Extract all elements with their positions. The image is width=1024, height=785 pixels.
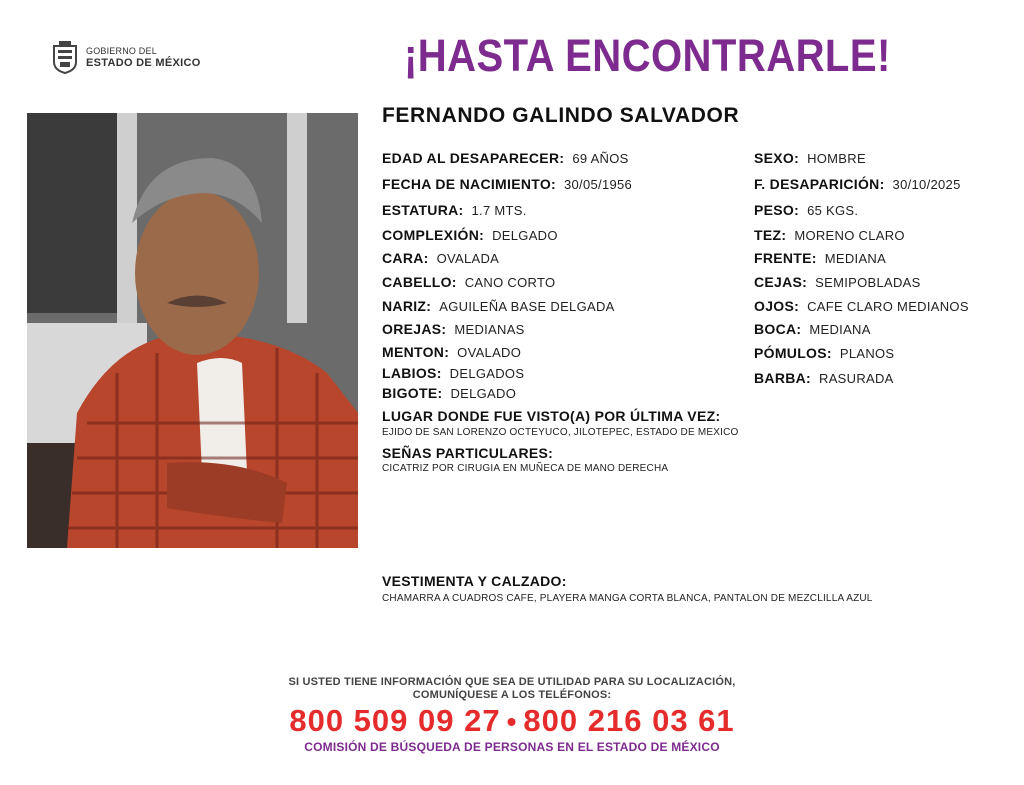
last-seen-heading: LUGAR DONDE FUE VISTO(A) POR ÚLTIMA VEZ: [382, 408, 721, 424]
field-value: 30/05/1956 [564, 177, 633, 192]
state-seal-icon [50, 40, 80, 74]
field-label: F. DESAPARICIÓN: [754, 176, 885, 192]
field-value: OVALADO [457, 345, 522, 360]
field-label: TEZ: [754, 227, 787, 243]
headline: ¡HASTA ENCONTRARLE! [404, 30, 891, 81]
field-label: CEJAS: [754, 274, 808, 290]
field-label: PÓMULOS: [754, 345, 832, 361]
field-estatura [382, 202, 527, 218]
field-value: DELGADO [450, 386, 517, 401]
field-label: COMPLEXIÓN: [382, 227, 485, 243]
field-bigote [382, 385, 516, 401]
field-value: PLANOS [839, 346, 895, 361]
field-cabello [382, 274, 555, 290]
field-value: MEDIANA [809, 322, 871, 337]
field-label: LABIOS: [382, 365, 442, 381]
logo-line-1: GOBIERNO DEL [86, 46, 157, 56]
last-seen-text: EJIDO DE SAN LORENZO OCTEYUCO, JILOTEPEC, ESTADO DE MEXICO [382, 427, 739, 438]
contact-info-line-2: COMUNÍQUESE A LOS TELÉFONOS: [412, 689, 612, 701]
field-label: BIGOTE: [382, 385, 443, 401]
field-label: EDAD AL DESAPARECER: [382, 150, 565, 166]
field-ojos [754, 298, 969, 314]
field-value: AGUILEÑA BASE DELGADA [439, 299, 615, 314]
clothing-text: CHAMARRA A CUADROS CAFE, PLAYERA MANGA CORTA BLANCA, PANTALON DE MEZCLILLA AZUL [382, 593, 873, 604]
field-label: CARA: [382, 250, 429, 266]
field-nariz [382, 298, 615, 314]
field-tez [754, 227, 905, 243]
field-value: CANO CORTO [464, 275, 556, 290]
field-label: MENTON: [382, 344, 450, 360]
clothing-heading: VESTIMENTA Y CALZADO: [382, 573, 567, 589]
field-barba [754, 370, 894, 386]
field-complexion [382, 227, 558, 243]
field-label: BOCA: [754, 321, 802, 337]
field-value: DELGADOS [449, 366, 525, 381]
field-fecha-nacimiento [382, 176, 632, 192]
person-name: FERNANDO GALINDO SALVADOR [382, 104, 740, 127]
field-label: SEXO: [754, 150, 800, 166]
field-label: OJOS: [754, 298, 800, 314]
field-boca [754, 321, 871, 337]
field-value: OVALADA [436, 251, 500, 266]
field-label: FRENTE: [754, 250, 817, 266]
field-value: 1.7 MTS. [471, 203, 527, 218]
logo-line-2: ESTADO DE MÉXICO [86, 57, 201, 69]
field-f-desaparicion [754, 176, 961, 192]
commission-name: COMISIÓN DE BÚSQUEDA DE PERSONAS EN EL ESTADO DE MÉXICO [304, 740, 720, 754]
field-cejas [754, 274, 921, 290]
field-value: RASURADA [819, 371, 894, 386]
field-frente [754, 250, 886, 266]
field-sexo [754, 150, 866, 166]
field-label: OREJAS: [382, 321, 447, 337]
field-value: DELGADO [492, 228, 558, 243]
field-label: ESTATURA: [382, 202, 464, 218]
field-value: HOMBRE [807, 151, 866, 166]
marks-heading: SEÑAS PARTICULARES: [382, 445, 554, 461]
field-value: CAFE CLARO MEDIANOS [807, 299, 969, 314]
field-value: MEDIANAS [454, 322, 525, 337]
field-value: MORENO CLARO [794, 228, 905, 243]
phone-separator: • [506, 706, 518, 737]
missing-person-photo [27, 113, 358, 548]
field-value: MEDIANA [824, 251, 887, 266]
marks-text: CICATRIZ POR CIRUGIA EN MUÑECA DE MANO DERECHA [382, 463, 669, 474]
phone-numbers [212, 703, 812, 739]
field-label: NARIZ: [382, 298, 432, 314]
field-peso [754, 202, 858, 218]
field-value: SEMIPOBLADAS [815, 275, 921, 290]
field-value: 69 AÑOS [572, 151, 629, 166]
field-value: 65 KGS. [807, 203, 859, 218]
field-orejas [382, 321, 525, 337]
field-label: BARBA: [754, 370, 812, 386]
contact-info [212, 676, 812, 702]
phone-number-2[interactable]: 800 216 03 61 [523, 703, 735, 738]
field-value: 30/10/2025 [892, 177, 961, 192]
field-edad [382, 150, 629, 166]
field-labios [382, 365, 524, 381]
field-label: CABELLO: [382, 274, 457, 290]
government-logo [50, 40, 201, 74]
field-label: FECHA DE NACIMIENTO: [382, 176, 556, 192]
field-pomulos [754, 345, 894, 361]
field-menton [382, 344, 521, 360]
phone-number-1[interactable]: 800 509 09 27 [289, 703, 501, 738]
contact-info-line-1: SI USTED TIENE INFORMACIÓN QUE SEA DE UTILIDAD PARA SU LOCALIZACIÓN, [288, 676, 736, 688]
field-cara [382, 250, 499, 266]
field-label: PESO: [754, 202, 800, 218]
